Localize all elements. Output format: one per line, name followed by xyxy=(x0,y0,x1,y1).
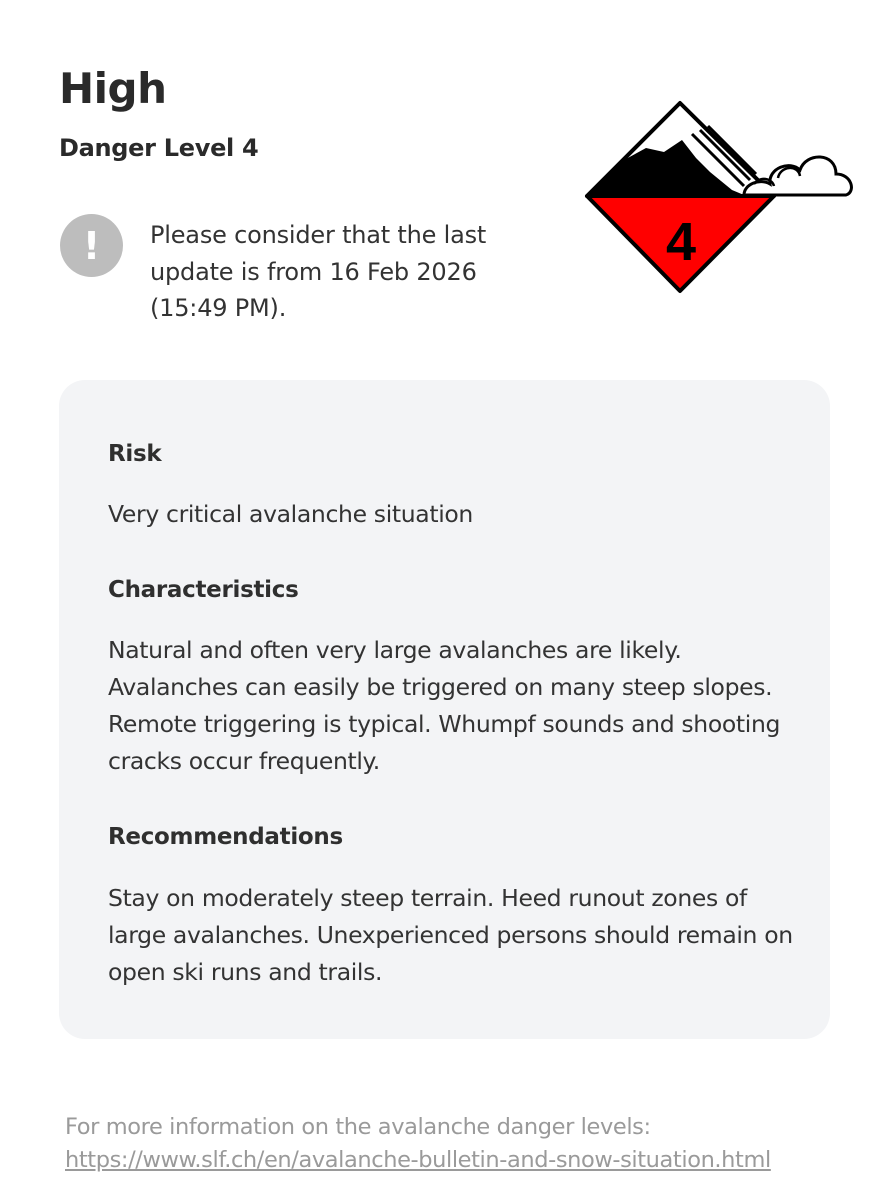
risk-body: Very critical avalanche situation xyxy=(108,500,473,528)
danger-level-4-icon xyxy=(584,100,856,296)
characteristics-heading: Characteristics xyxy=(108,577,299,603)
page-title: High xyxy=(59,64,167,113)
risk-heading: Risk xyxy=(108,441,162,467)
danger-level-subtitle: Danger Level 4 xyxy=(59,134,259,162)
recommendations-heading: Recommendations xyxy=(108,824,343,850)
exclamation-icon: ! xyxy=(60,214,123,277)
recommendations-body: Stay on moderately steep terrain. Heed runout zones of large avalanches. Unexperienced persons should remain on open ski runs and trails. xyxy=(108,884,793,986)
characteristics-body: Natural and often very large avalanches are likely. Avalanches can easily be triggered on many steep slopes. Remote triggering is typical. Whumpf sounds and shooting cracks occur frequently. xyxy=(108,636,781,775)
footer-info xyxy=(65,1111,825,1177)
footer-text: For more information on the avalanche danger levels: xyxy=(65,1114,651,1140)
slf-link[interactable]: https://www.slf.ch/en/avalanche-bulletin-and-snow-situation.html xyxy=(65,1147,771,1173)
update-notice: Please consider that the last update is from 16 Feb 2026 (15:49 PM). xyxy=(150,221,487,322)
danger-level-number: 4 xyxy=(665,212,697,272)
